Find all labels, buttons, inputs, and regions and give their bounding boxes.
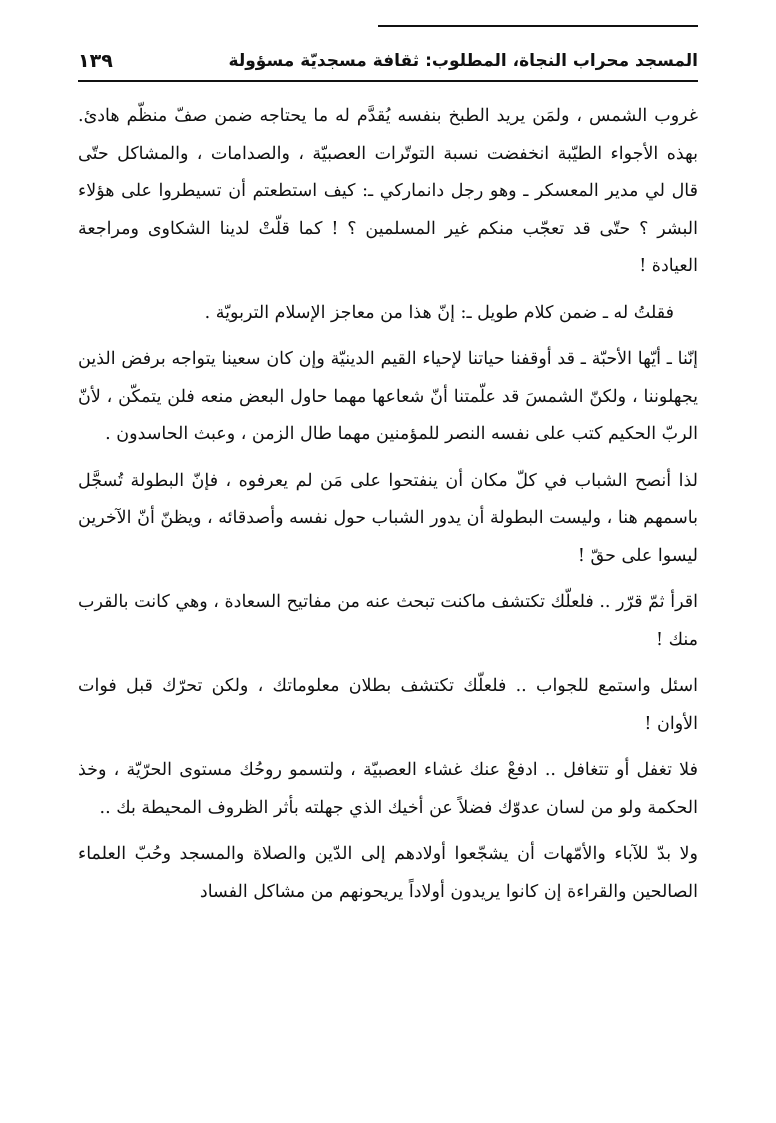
book-page xyxy=(78,0,698,1123)
paragraph: غروب الشمس ، ولمَن يريد الطبخ بنفسه يُقدَّم له ما يحتاجه ضمن صفّ منظّم هادئ. بهذه الأجواء الطيّبة انخفضت نسبة التوتّرات العصبيّة ، والصدامات ، والمشاكل حتّى قال لي مدير المعسكر ـ وهو رجل دانماركي ـ: كيف استطعتم أن تسيطروا على هؤلاء البشر ؟ حتّى قد تعجّب منكم غير المسلمين ؟ ! كما قلّتْ لدينا الشكاوى ومراجعة العيادة ! xyxy=(78,106,698,276)
paragraph: فقلتُ له ـ ضمن كلام طويل ـ: إنّ هذا من معاجز الإسلام التربويّة . xyxy=(204,302,674,323)
paragraph: لذا أنصح الشباب في كلّ مكان أن ينفتحوا على مَن لم يعرفوه ، فإنّ البطولة تُسجَّل باسمهم هنا ، وليست البطولة أن يدور الشباب حول نفسه وأصدقائه ، ويظنّ أنّ الآخرين ليسوا على حقّ ! xyxy=(78,470,698,566)
header-bottom-rule xyxy=(78,80,698,82)
paragraph: إنّنا ـ أيّها الأحبّة ـ قد أوقفنا حياتنا لإحياء القيم الدينيّة وإن كان سعينا يتواجه برفض الذين يجهلوننا ، ولكنّ الشمسَ قد علّمتنا أنّ شعاعها مهما حاول البعض منعه فلن يتمكّن ، لأنّ الربّ الحكيم كتب على نفسه النصر للمؤمنين مهما طال الزمن ، وعبث الحاسدون . xyxy=(78,349,698,444)
paragraph: ولا بدّ للآباء والأمّهات أن يشجّعوا أولادهم إلى الدّين والصلاة والمسجد وحُبّ العلماء الصالحين والقراءة إن كانوا يريدون أولاداً يريحونهم من مشاكل الفساد xyxy=(78,844,698,902)
header-top-rule xyxy=(378,25,698,27)
running-header xyxy=(78,44,698,78)
paragraph: اقرأ ثمّ قرّر .. فلعلّك تكتشف ماكنت تبحث عنه من مفاتيح السعادة ، وهي كانت بالقرب منك ! xyxy=(78,592,698,650)
paragraph: فلا تغفل أو تتغافل .. ادفعْ عنك غشاء العصبيّة ، ولتسمو روحُك مستوى الحرّيّة ، وخذ الحكمة ولو من لسان عدوّك فضلاً عن أخيك الذي جهلته بأثر الظروف المحيطة بك .. xyxy=(78,760,698,818)
page-number: ١٣٩ xyxy=(78,50,113,72)
running-title: المسجد محراب النجاة، المطلوب: ثقافة مسجديّة مسؤولة xyxy=(228,51,698,71)
page-body xyxy=(78,98,698,911)
paragraph: اسئل واستمع للجواب .. فلعلّك تكتشف بطلان معلوماتك ، ولكن تحرّك قبل فوات الأوان ! xyxy=(78,676,698,734)
